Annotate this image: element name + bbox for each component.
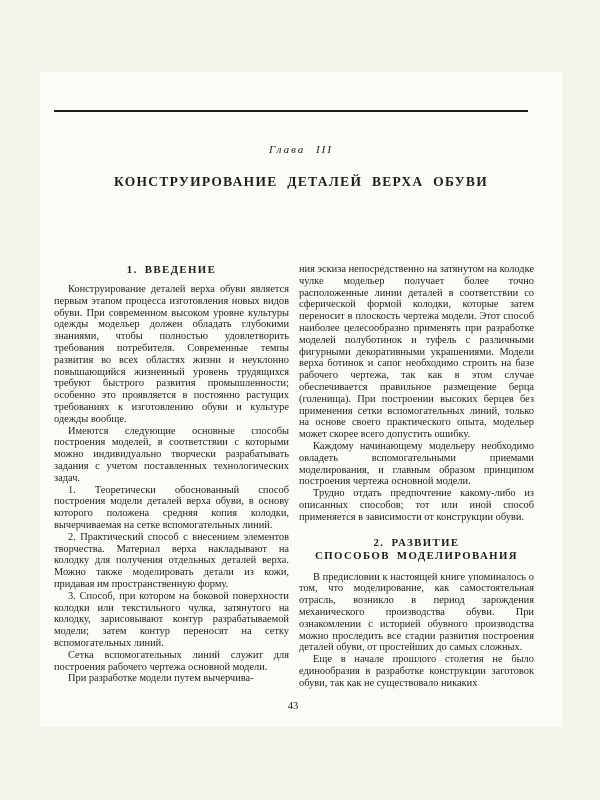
section-2-heading-line1: 2. РАЗВИТИЕ: [373, 536, 460, 549]
paragraph: Имеются следующие основные способы построения моделей, в соответствии с которыми можно индивидуально творчески разрабатывать задания с учетом поставленных технологических задач.: [54, 425, 289, 484]
right-column: [299, 264, 534, 690]
book-page: [40, 72, 562, 727]
paragraph: Каждому начинающему модельеру необходимо овладеть вспомогательными приемами моделирования, и главным образом принципом построения чертежа основной модели.: [299, 440, 534, 488]
page-number: 43: [287, 701, 299, 712]
section-2-heading: [299, 537, 534, 563]
paragraph: В предисловии к настоящей книге упоминалось о том, что моделирование, как самостоятельная отрасль, возникло в период зарождения механического производства обуви. При ознакомлении с историей обувного производства можно проследить все стадии развития построения деталей обуви, от простейших до самых сложных.: [299, 571, 534, 654]
paragraph: Еще в начале прошлого столетия не было единообразия в разработке конструкции заготовок обуви, так как не существовало никаких: [299, 654, 534, 689]
paragraph: При разработке модели путем вычерчива-: [68, 673, 254, 685]
chapter-label: Глава III: [268, 144, 334, 156]
paragraph: Конструирование деталей верха обуви является первым этапом процесса изготовления новых видов обуви. При современном высоком уровне культуры одежды модельер должен обладать глубокими знаниями, чтобы полностью удовлетворить требования потребителя. Современные темпы развития во всех областях жизни и неуклонно повышающийся жизненный уровень трудящихся требуют быстрого развития промышленности; особенно это проявляется в постоянно растущих требованиях к изготовлению обуви и культуре одежды вообще.: [54, 284, 289, 425]
paragraph: 2. Практический способ с внесением элементов творчества. Материал верха накладывают на колодку для получения отдельных деталей верха. Можно также моделировать детали из кожи, придавая им пространственную форму.: [54, 531, 289, 590]
section-1-heading: 1. ВВЕДЕНИЕ: [126, 264, 217, 276]
chapter-title: КОНСТРУИРОВАНИЕ ДЕТАЛЕЙ ВЕРХА ОБУВИ: [113, 174, 489, 189]
section-2-heading-line2: СПОСОБОВ МОДЕЛИРОВАНИЯ: [315, 549, 518, 562]
paragraph: 1. Теоретически обоснованный способ построения модели деталей верха обуви, в основу которого положена средняя копия колодки, вычерчиваемая на сетке вспомогательных линий.: [54, 484, 289, 531]
paragraph: Сетка вспомогательных линий служит для построения рабочего чертежа основной модели.: [54, 649, 289, 673]
paragraph: ния эскиза непосредственно на затянутом на колодке чулке модельер получает более точно расположенные линии деталей в соответствии со сферической формой колодки, которые затем переносит в плоскость чертежа модели. Этот способ наиболее целесообразно применять при разработке моделей полуботинок и туфель с различными фигурными декоративными украшениями. Модели верха ботинок и сапог необходимо строить на базе рабочего чертежа, так как в этом случае обеспечивается правильное размещение берца (голенища). При построении высоких берцев без применения сетки вспомогательных линий, только на основе своего практического опыта, модельер может скорее всего допустить ошибку.: [299, 264, 534, 441]
header-rule: [54, 110, 528, 112]
paragraph: 3. Способ, при котором на боковой поверхности колодки или текстильного чулка, затянутого на колодку, зарисовывают контур разрабатываемой модели; затем контур переносят на сетку вспомогательных линий.: [54, 590, 289, 649]
left-column: [54, 264, 289, 690]
text-columns: [54, 264, 534, 690]
paragraph: Трудно отдать предпочтение какому-либо из описанных способов; тот или иной способ применяется в зависимости от конструкции обуви.: [299, 488, 534, 523]
